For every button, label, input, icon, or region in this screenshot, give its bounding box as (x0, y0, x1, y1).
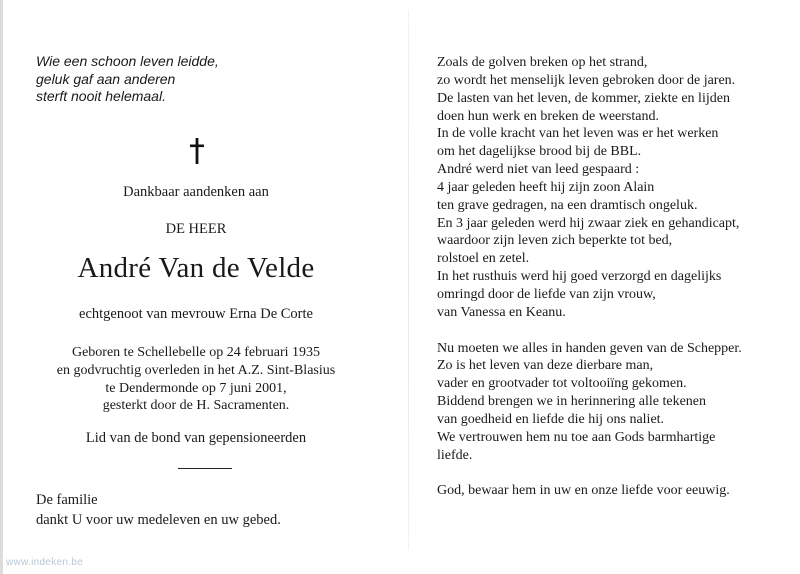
poem-line: Biddend brengen we in herinnering alle tekenen (437, 394, 707, 410)
watermark: www.indeken.be (6, 557, 84, 568)
poem-line: Zo is het leven van deze dierbare man, (437, 358, 654, 374)
stanza-gap (437, 464, 742, 482)
poem-line: doen hun werk en breken de weerstand. (437, 108, 659, 124)
poem-line: En 3 jaar geleden werd hij zwaar ziek en gehandicapt, (437, 215, 740, 231)
motto-line: Wie een schoon leven leidde, (36, 53, 219, 69)
motto-line: geluk gaf aan anderen (36, 70, 176, 87)
poem-line: omringd door de liefde van zijn vrouw, (437, 286, 656, 302)
latin-cross-icon (188, 138, 206, 164)
divider (178, 468, 232, 469)
poem-line: van goedheid en liefde die hij ons naliet. (437, 411, 665, 427)
poem-line: De lasten van het leven, de kommer, ziekte en lijden (437, 90, 730, 106)
honorific: DE HEER (165, 221, 227, 237)
biography (0, 344, 392, 415)
poem-line: Nu moeten we alles in handen geven van de Schepper. (437, 340, 742, 356)
poem-line: ten grave gedragen, na een dramtisch ongeluk. (437, 197, 698, 213)
closing-line: God, bewaar hem in uw en onze liefde voor eeuwig. (437, 483, 730, 499)
right-panel (408, 0, 800, 574)
poem-line: 4 jaar geleden heeft hij zijn zoon Alain (437, 179, 655, 195)
biography-line: en godvruchtig overleden in het A.Z. Sint-Blasius (56, 362, 336, 378)
motto (36, 53, 219, 106)
membership: Lid van de bond van gepensioneerden (85, 430, 307, 446)
poem-line: waardoor zijn leven zich beperkte tot bed, (437, 233, 673, 249)
dedication: Dankbaar aandenken aan (123, 184, 269, 200)
poem-line: vader en grootvader tot voltooiïng gekomen. (437, 376, 687, 392)
poem-line: André werd niet van leed gespaard : (437, 162, 640, 178)
family-thanks-line: dankt U voor uw medeleven en uw gebed. (36, 512, 281, 528)
biography-line: gesterkt door de H. Sacramenten. (102, 398, 290, 414)
poem (437, 54, 742, 500)
family-thanks-line: De familie (36, 492, 98, 508)
poem-line: zo wordt het menselijk leven gebroken door de jaren. (437, 72, 736, 88)
biography-line: Geboren te Schellebelle op 24 februari 1935 (71, 345, 321, 360)
poem-line: liefde. (437, 447, 473, 463)
deceased-name: André Van de Velde (77, 252, 315, 284)
poem-line: Zoals de golven breken op het strand, (437, 55, 648, 70)
poem-line: We vertrouwen hem nu toe aan Gods barmhartige (437, 429, 716, 445)
poem-line: rolstoel en zetel. (437, 251, 530, 267)
poem-line: In het rusthuis werd hij goed verzorgd en dagelijks (437, 269, 722, 285)
poem-line: In de volle kracht van het leven was er het werken (437, 126, 719, 142)
motto-line: sterft nooit helemaal. (36, 88, 166, 104)
stanza-gap (437, 322, 742, 340)
spouse-line: echtgenoot van mevrouw Erna De Corte (79, 306, 313, 322)
family-thanks (36, 490, 281, 530)
poem-line: om het dagelijkse brood bij de BBL. (437, 144, 642, 160)
poem-line: van Vanessa en Keanu. (437, 304, 566, 320)
biography-line: te Dendermonde op 7 juni 2001, (105, 380, 287, 396)
